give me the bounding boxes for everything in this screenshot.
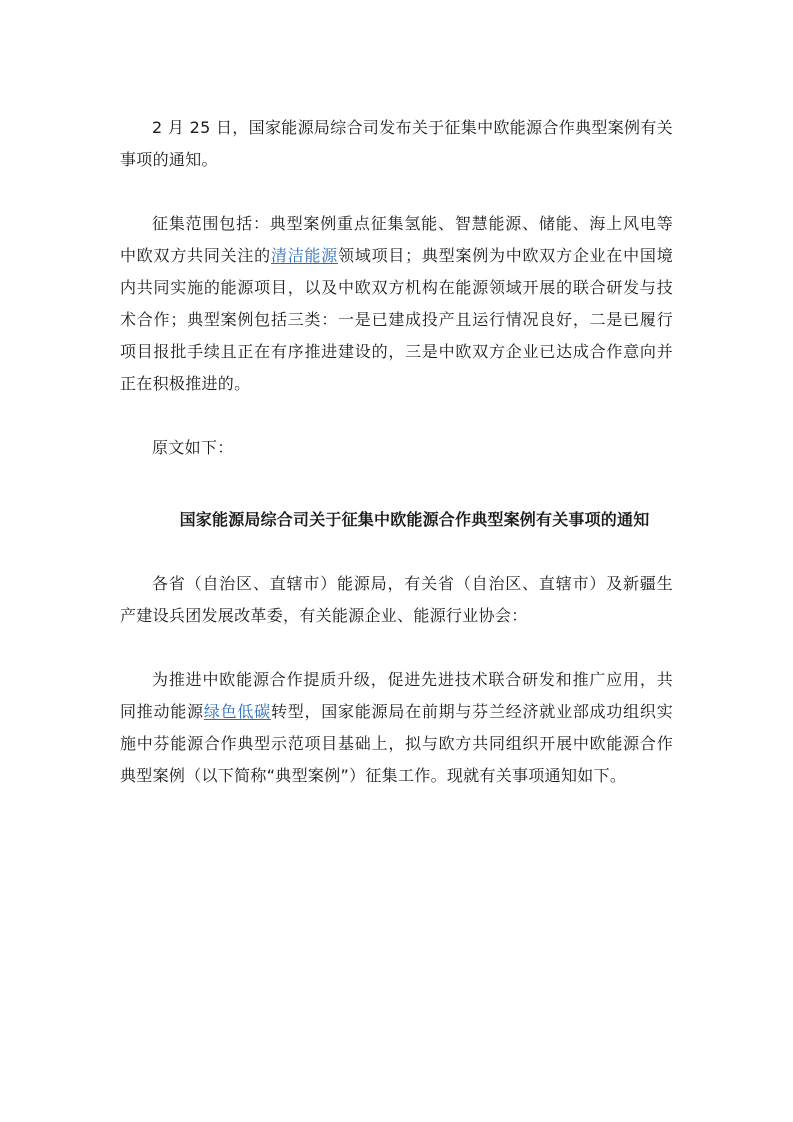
- addressees-paragraph: 各省（自治区、直辖市）能源局，有关省（自治区、直辖市）及新疆生产建设兵团发展改革委，有关能源企业、能源行业协会：: [120, 574, 673, 625]
- scope-text-before-link: 征集范围包括：典型案例重点征集氢能、智慧能源、储能、海上风电等中欧双方共同关注的: [120, 214, 673, 265]
- scope-text-after-link: 领域项目；典型案例为中欧双方企业在中国境内共同实施的能源项目，以及中欧双方机构在能源领域开展的联合研发与技术合作；典型案例包括三类：一是已建成投产且运行情况良好，二是已履行项目报批手续且正在有序推进建设的，三是中欧双方企业已达成合作意向并正在积极推进的。: [120, 246, 673, 393]
- body-text-after-link: 转型，国家能源局在前期与芬兰经济就业部成功组织实施中芬能源合作典型示范项目基础上，拟与欧方共同组织开展中欧能源合作典型案例（以下简称“典型案例”）征集工作。现就有关事项通知如下。: [120, 702, 673, 785]
- intro-paragraph: 2 月 25 日，国家能源局综合司发布关于征集中欧能源合作典型案例有关事项的通知。: [120, 118, 673, 169]
- scope-paragraph: [120, 208, 673, 400]
- original-text-intro: 原文如下：: [152, 438, 234, 457]
- body-paragraph: [120, 664, 673, 792]
- body-text-before-link: 为推进中欧能源合作提质升级，促进先进技术联合研发和推广应用，共同推动能源: [120, 670, 673, 721]
- document-page: [120, 112, 673, 824]
- notice-title: 国家能源局综合司关于征集中欧能源合作典型案例有关事项的通知: [179, 510, 650, 529]
- clean-energy-link[interactable]: 清洁能源: [270, 246, 339, 265]
- green-low-carbon-link[interactable]: 绿色低碳: [203, 702, 271, 721]
